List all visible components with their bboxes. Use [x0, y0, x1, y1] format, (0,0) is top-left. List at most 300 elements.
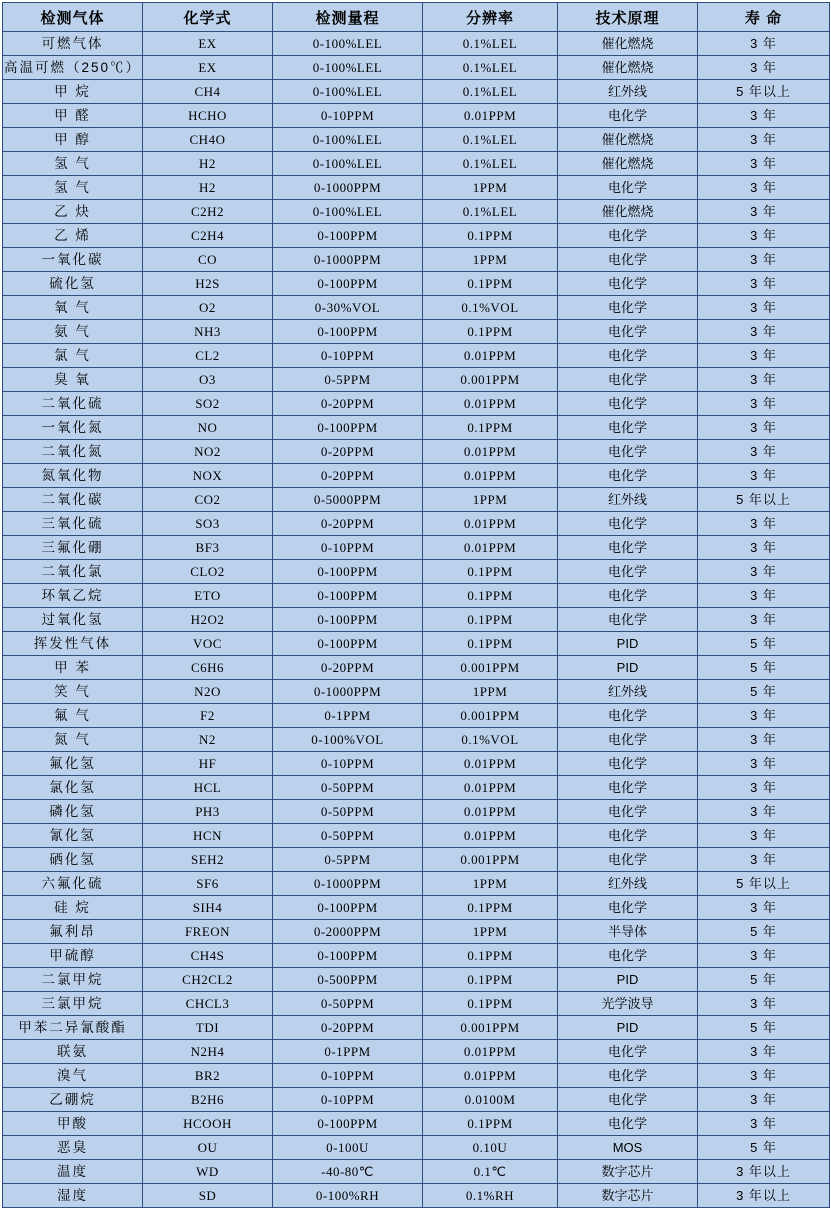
cell-gas: 乙 炔	[3, 200, 143, 224]
table-row	[3, 128, 830, 152]
cell-formula: EX	[143, 56, 273, 80]
cell-lifespan: 3 年	[698, 1040, 830, 1064]
cell-resolution: 0.1PPM	[423, 1112, 558, 1136]
cell-principle: 电化学	[558, 248, 698, 272]
cell-gas: 甲 苯	[3, 656, 143, 680]
cell-formula: HCOOH	[143, 1112, 273, 1136]
cell-formula: VOC	[143, 632, 273, 656]
cell-lifespan: 3 年以上	[698, 1184, 830, 1208]
cell-formula: SIH4	[143, 896, 273, 920]
cell-lifespan: 3 年	[698, 584, 830, 608]
table-row	[3, 968, 830, 992]
cell-resolution: 0.1%LEL	[423, 128, 558, 152]
cell-gas: 笑 气	[3, 680, 143, 704]
cell-lifespan: 3 年	[698, 728, 830, 752]
cell-lifespan: 5 年以上	[698, 80, 830, 104]
table-row	[3, 1136, 830, 1160]
cell-resolution: 0.1PPM	[423, 968, 558, 992]
cell-principle: 电化学	[558, 464, 698, 488]
table-row	[3, 200, 830, 224]
cell-formula: SO2	[143, 392, 273, 416]
cell-resolution: 0.01PPM	[423, 776, 558, 800]
cell-gas: 三氟化硼	[3, 536, 143, 560]
cell-formula: CH4O	[143, 128, 273, 152]
cell-formula: CO	[143, 248, 273, 272]
cell-lifespan: 5 年	[698, 968, 830, 992]
cell-principle: 红外线	[558, 488, 698, 512]
cell-lifespan: 3 年	[698, 392, 830, 416]
cell-range: 0-100PPM	[273, 632, 423, 656]
cell-principle: 光学波导	[558, 992, 698, 1016]
cell-formula: ETO	[143, 584, 273, 608]
cell-formula: N2	[143, 728, 273, 752]
cell-resolution: 0.01PPM	[423, 464, 558, 488]
cell-formula: H2	[143, 176, 273, 200]
cell-gas: 氯 气	[3, 344, 143, 368]
cell-lifespan: 3 年	[698, 608, 830, 632]
cell-lifespan: 5 年	[698, 632, 830, 656]
cell-range: 0-5PPM	[273, 848, 423, 872]
cell-gas: 氢 气	[3, 176, 143, 200]
cell-range: 0-100%LEL	[273, 200, 423, 224]
cell-range: 0-100%LEL	[273, 32, 423, 56]
cell-lifespan: 3 年	[698, 464, 830, 488]
cell-formula: CH4	[143, 80, 273, 104]
cell-gas: 甲 醇	[3, 128, 143, 152]
cell-formula: F2	[143, 704, 273, 728]
cell-lifespan: 3 年	[698, 320, 830, 344]
cell-resolution: 0.01PPM	[423, 752, 558, 776]
cell-principle: 电化学	[558, 344, 698, 368]
cell-range: 0-100%LEL	[273, 56, 423, 80]
cell-lifespan: 5 年以上	[698, 488, 830, 512]
cell-lifespan: 3 年	[698, 128, 830, 152]
table-row	[3, 104, 830, 128]
table-row	[3, 1016, 830, 1040]
cell-principle: PID	[558, 632, 698, 656]
cell-lifespan: 3 年	[698, 752, 830, 776]
cell-formula: NO	[143, 416, 273, 440]
cell-lifespan: 3 年	[698, 272, 830, 296]
table-row	[3, 296, 830, 320]
cell-principle: 电化学	[558, 368, 698, 392]
cell-resolution: 0.1PPM	[423, 560, 558, 584]
table-row	[3, 152, 830, 176]
cell-principle: 电化学	[558, 176, 698, 200]
cell-range: -40-80℃	[273, 1160, 423, 1184]
cell-formula: PH3	[143, 800, 273, 824]
cell-resolution: 1PPM	[423, 680, 558, 704]
cell-range: 0-1000PPM	[273, 872, 423, 896]
cell-principle: 半导体	[558, 920, 698, 944]
cell-formula: CHCL3	[143, 992, 273, 1016]
cell-lifespan: 3 年	[698, 56, 830, 80]
cell-range: 0-50PPM	[273, 824, 423, 848]
cell-gas: 氟 气	[3, 704, 143, 728]
cell-formula: CL2	[143, 344, 273, 368]
cell-formula: NOX	[143, 464, 273, 488]
cell-lifespan: 3 年	[698, 824, 830, 848]
cell-lifespan: 3 年	[698, 344, 830, 368]
cell-gas: 甲酸	[3, 1112, 143, 1136]
cell-range: 0-1000PPM	[273, 176, 423, 200]
column-header-formula: 化学式	[143, 3, 273, 32]
cell-formula: H2	[143, 152, 273, 176]
cell-gas: 硅 烷	[3, 896, 143, 920]
table-row	[3, 632, 830, 656]
table-row	[3, 56, 830, 80]
table-row	[3, 176, 830, 200]
cell-range: 0-20PPM	[273, 656, 423, 680]
column-header-principle: 技术原理	[558, 3, 698, 32]
cell-lifespan: 3 年	[698, 152, 830, 176]
cell-resolution: 0.001PPM	[423, 848, 558, 872]
cell-range: 0-30%VOL	[273, 296, 423, 320]
cell-formula: NO2	[143, 440, 273, 464]
cell-principle: 催化燃烧	[558, 152, 698, 176]
cell-resolution: 0.001PPM	[423, 656, 558, 680]
cell-formula: SEH2	[143, 848, 273, 872]
cell-lifespan: 3 年	[698, 536, 830, 560]
cell-formula: BR2	[143, 1064, 273, 1088]
cell-range: 0-100PPM	[273, 1112, 423, 1136]
cell-resolution: 0.001PPM	[423, 704, 558, 728]
cell-principle: 电化学	[558, 896, 698, 920]
cell-formula: O2	[143, 296, 273, 320]
cell-range: 0-100%LEL	[273, 128, 423, 152]
table-row	[3, 272, 830, 296]
cell-principle: 电化学	[558, 416, 698, 440]
cell-resolution: 0.1%VOL	[423, 296, 558, 320]
cell-range: 0-1PPM	[273, 704, 423, 728]
cell-lifespan: 5 年	[698, 920, 830, 944]
table-row	[3, 224, 830, 248]
table-row	[3, 704, 830, 728]
cell-gas: 一氧化氮	[3, 416, 143, 440]
cell-resolution: 0.001PPM	[423, 1016, 558, 1040]
cell-resolution: 0.001PPM	[423, 368, 558, 392]
cell-gas: 三氧化硫	[3, 512, 143, 536]
cell-range: 0-10PPM	[273, 536, 423, 560]
table-row	[3, 992, 830, 1016]
cell-gas: 甲 醛	[3, 104, 143, 128]
cell-principle: MOS	[558, 1136, 698, 1160]
cell-formula: C2H2	[143, 200, 273, 224]
column-header-gas: 检测气体	[3, 3, 143, 32]
cell-range: 0-100%RH	[273, 1184, 423, 1208]
table-row	[3, 1088, 830, 1112]
cell-gas: 氢 气	[3, 152, 143, 176]
cell-gas: 环氧乙烷	[3, 584, 143, 608]
cell-range: 0-100%LEL	[273, 152, 423, 176]
cell-gas: 恶臭	[3, 1136, 143, 1160]
cell-lifespan: 3 年	[698, 800, 830, 824]
cell-principle: 电化学	[558, 536, 698, 560]
cell-lifespan: 3 年	[698, 1064, 830, 1088]
cell-gas: 氨 气	[3, 320, 143, 344]
cell-gas: 溴气	[3, 1064, 143, 1088]
column-header-range: 检测量程	[273, 3, 423, 32]
cell-range: 0-100PPM	[273, 584, 423, 608]
cell-gas: 硫化氢	[3, 272, 143, 296]
cell-formula: HF	[143, 752, 273, 776]
cell-gas: 乙硼烷	[3, 1088, 143, 1112]
cell-resolution: 0.1PPM	[423, 224, 558, 248]
cell-principle: 电化学	[558, 824, 698, 848]
cell-range: 0-100%VOL	[273, 728, 423, 752]
cell-resolution: 0.1PPM	[423, 608, 558, 632]
cell-formula: FREON	[143, 920, 273, 944]
cell-gas: 氮氧化物	[3, 464, 143, 488]
table-row	[3, 560, 830, 584]
cell-resolution: 0.1PPM	[423, 416, 558, 440]
cell-resolution: 0.1PPM	[423, 320, 558, 344]
cell-gas: 氮 气	[3, 728, 143, 752]
cell-lifespan: 3 年	[698, 368, 830, 392]
table-row	[3, 1112, 830, 1136]
table-row	[3, 1184, 830, 1208]
table-row	[3, 944, 830, 968]
cell-lifespan: 3 年	[698, 248, 830, 272]
cell-principle: 电化学	[558, 728, 698, 752]
column-header-resolution: 分辨率	[423, 3, 558, 32]
table-row	[3, 872, 830, 896]
cell-range: 0-10PPM	[273, 344, 423, 368]
table-row	[3, 1040, 830, 1064]
cell-formula: N2H4	[143, 1040, 273, 1064]
cell-range: 0-2000PPM	[273, 920, 423, 944]
cell-range: 0-10PPM	[273, 104, 423, 128]
cell-resolution: 0.01PPM	[423, 392, 558, 416]
cell-formula: H2O2	[143, 608, 273, 632]
table-row	[3, 464, 830, 488]
cell-formula: C2H4	[143, 224, 273, 248]
cell-formula: HCN	[143, 824, 273, 848]
cell-range: 0-100U	[273, 1136, 423, 1160]
cell-principle: 电化学	[558, 296, 698, 320]
cell-formula: H2S	[143, 272, 273, 296]
cell-formula: SD	[143, 1184, 273, 1208]
cell-gas: 甲 烷	[3, 80, 143, 104]
cell-gas: 二氧化氯	[3, 560, 143, 584]
cell-lifespan: 3 年	[698, 296, 830, 320]
cell-range: 0-20PPM	[273, 464, 423, 488]
table-row	[3, 488, 830, 512]
cell-principle: 电化学	[558, 776, 698, 800]
cell-range: 0-20PPM	[273, 512, 423, 536]
cell-range: 0-50PPM	[273, 776, 423, 800]
table-row	[3, 368, 830, 392]
table-row	[3, 680, 830, 704]
cell-formula: C6H6	[143, 656, 273, 680]
cell-principle: PID	[558, 1016, 698, 1040]
cell-range: 0-100PPM	[273, 944, 423, 968]
cell-lifespan: 3 年	[698, 512, 830, 536]
cell-lifespan: 3 年	[698, 416, 830, 440]
cell-range: 0-5000PPM	[273, 488, 423, 512]
cell-principle: 红外线	[558, 680, 698, 704]
cell-resolution: 0.1PPM	[423, 584, 558, 608]
table-row	[3, 440, 830, 464]
cell-principle: PID	[558, 656, 698, 680]
cell-resolution: 0.01PPM	[423, 1064, 558, 1088]
cell-resolution: 0.1%RH	[423, 1184, 558, 1208]
cell-principle: 红外线	[558, 80, 698, 104]
table-row	[3, 536, 830, 560]
cell-range: 0-50PPM	[273, 800, 423, 824]
table-row	[3, 392, 830, 416]
cell-range: 0-1000PPM	[273, 680, 423, 704]
cell-gas: 过氧化氢	[3, 608, 143, 632]
cell-resolution: 0.0100M	[423, 1088, 558, 1112]
table-body	[3, 32, 830, 1208]
gas-sensor-spec-table	[2, 2, 830, 1208]
cell-range: 0-500PPM	[273, 968, 423, 992]
cell-principle: 催化燃烧	[558, 56, 698, 80]
cell-gas: 二氧化氮	[3, 440, 143, 464]
cell-resolution: 0.1%VOL	[423, 728, 558, 752]
cell-resolution: 0.1%LEL	[423, 152, 558, 176]
cell-gas: 二氯甲烷	[3, 968, 143, 992]
cell-gas: 甲硫醇	[3, 944, 143, 968]
cell-range: 0-10PPM	[273, 1088, 423, 1112]
table-row	[3, 752, 830, 776]
cell-range: 0-20PPM	[273, 440, 423, 464]
table-row	[3, 896, 830, 920]
table-row	[3, 1064, 830, 1088]
table-row	[3, 776, 830, 800]
table-header	[3, 3, 830, 32]
cell-gas: 三氯甲烷	[3, 992, 143, 1016]
cell-resolution: 1PPM	[423, 176, 558, 200]
cell-resolution: 0.01PPM	[423, 512, 558, 536]
cell-gas: 二氧化碳	[3, 488, 143, 512]
cell-resolution: 0.01PPM	[423, 1040, 558, 1064]
cell-principle: 催化燃烧	[558, 32, 698, 56]
cell-gas: 湿度	[3, 1184, 143, 1208]
cell-principle: 电化学	[558, 272, 698, 296]
cell-gas: 氰化氢	[3, 824, 143, 848]
cell-resolution: 0.01PPM	[423, 344, 558, 368]
cell-lifespan: 3 年	[698, 1112, 830, 1136]
cell-range: 0-10PPM	[273, 752, 423, 776]
table-row	[3, 344, 830, 368]
cell-lifespan: 3 年	[698, 848, 830, 872]
table-row	[3, 1160, 830, 1184]
cell-principle: 电化学	[558, 224, 698, 248]
cell-lifespan: 5 年	[698, 680, 830, 704]
cell-resolution: 0.1%LEL	[423, 56, 558, 80]
cell-range: 0-100%LEL	[273, 80, 423, 104]
table-row	[3, 920, 830, 944]
cell-principle: 数字芯片	[558, 1184, 698, 1208]
cell-gas: 六氟化硫	[3, 872, 143, 896]
cell-range: 0-100PPM	[273, 320, 423, 344]
cell-lifespan: 5 年以上	[698, 872, 830, 896]
cell-lifespan: 3 年	[698, 32, 830, 56]
cell-resolution: 0.1%LEL	[423, 200, 558, 224]
table-row	[3, 824, 830, 848]
cell-principle: 催化燃烧	[558, 200, 698, 224]
cell-formula: BF3	[143, 536, 273, 560]
cell-formula: NH3	[143, 320, 273, 344]
cell-principle: 电化学	[558, 608, 698, 632]
cell-formula: OU	[143, 1136, 273, 1160]
cell-lifespan: 3 年	[698, 440, 830, 464]
cell-lifespan: 5 年	[698, 1136, 830, 1160]
cell-principle: 电化学	[558, 584, 698, 608]
cell-resolution: 0.01PPM	[423, 536, 558, 560]
cell-principle: 电化学	[558, 944, 698, 968]
cell-resolution: 1PPM	[423, 488, 558, 512]
cell-gas: 硒化氢	[3, 848, 143, 872]
cell-formula: SO3	[143, 512, 273, 536]
cell-resolution: 0.1PPM	[423, 944, 558, 968]
cell-lifespan: 3 年	[698, 560, 830, 584]
cell-principle: 电化学	[558, 800, 698, 824]
cell-resolution: 0.1℃	[423, 1160, 558, 1184]
cell-lifespan: 3 年	[698, 896, 830, 920]
cell-range: 0-1PPM	[273, 1040, 423, 1064]
cell-resolution: 0.1%LEL	[423, 80, 558, 104]
cell-range: 0-50PPM	[273, 992, 423, 1016]
cell-lifespan: 5 年	[698, 1016, 830, 1040]
cell-formula: N2O	[143, 680, 273, 704]
cell-formula: TDI	[143, 1016, 273, 1040]
cell-range: 0-10PPM	[273, 1064, 423, 1088]
table-row	[3, 656, 830, 680]
cell-resolution: 0.1PPM	[423, 272, 558, 296]
cell-formula: O3	[143, 368, 273, 392]
cell-gas: 氯化氢	[3, 776, 143, 800]
cell-range: 0-100PPM	[273, 896, 423, 920]
cell-principle: 红外线	[558, 872, 698, 896]
cell-formula: CH2CL2	[143, 968, 273, 992]
cell-gas: 二氧化硫	[3, 392, 143, 416]
cell-gas: 氟利昂	[3, 920, 143, 944]
cell-range: 0-20PPM	[273, 392, 423, 416]
cell-principle: 电化学	[558, 512, 698, 536]
cell-resolution: 0.01PPM	[423, 800, 558, 824]
cell-gas: 磷化氢	[3, 800, 143, 824]
cell-principle: PID	[558, 968, 698, 992]
cell-formula: CLO2	[143, 560, 273, 584]
cell-gas: 可燃气体	[3, 32, 143, 56]
cell-resolution: 0.01PPM	[423, 824, 558, 848]
cell-resolution: 0.1PPM	[423, 992, 558, 1016]
table-row	[3, 32, 830, 56]
cell-principle: 电化学	[558, 320, 698, 344]
cell-lifespan: 3 年	[698, 704, 830, 728]
cell-lifespan: 3 年	[698, 776, 830, 800]
table-row	[3, 584, 830, 608]
table-row	[3, 80, 830, 104]
table-row	[3, 416, 830, 440]
cell-lifespan: 3 年	[698, 992, 830, 1016]
cell-range: 0-20PPM	[273, 1016, 423, 1040]
cell-formula: HCL	[143, 776, 273, 800]
cell-resolution: 1PPM	[423, 920, 558, 944]
cell-principle: 数字芯片	[558, 1160, 698, 1184]
cell-formula: HCHO	[143, 104, 273, 128]
table-row	[3, 800, 830, 824]
cell-lifespan: 3 年	[698, 104, 830, 128]
cell-gas: 甲苯二异氰酸酯	[3, 1016, 143, 1040]
cell-lifespan: 3 年	[698, 224, 830, 248]
cell-gas: 高温可燃（250℃）	[3, 56, 143, 80]
cell-formula: CO2	[143, 488, 273, 512]
table-row	[3, 320, 830, 344]
